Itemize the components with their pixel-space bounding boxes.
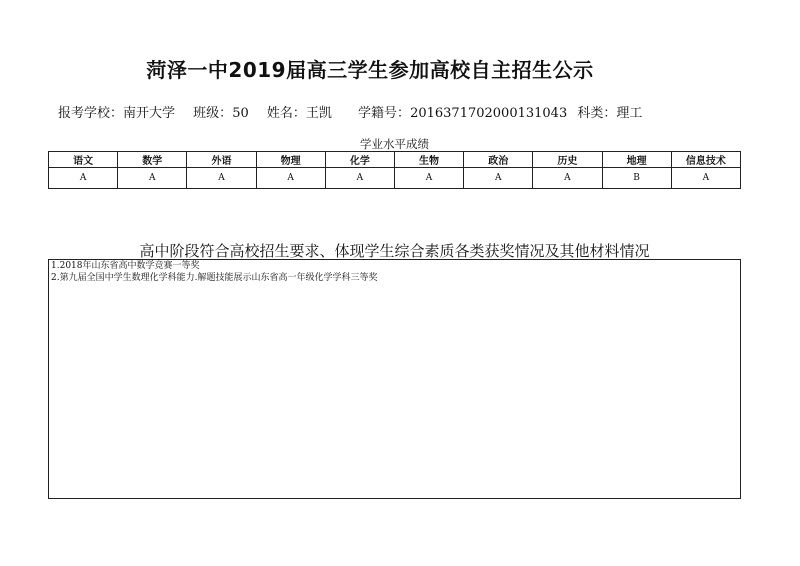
grades-score-row bbox=[49, 168, 741, 189]
subject-header: 政治 bbox=[464, 152, 533, 168]
score-cell: A bbox=[464, 168, 533, 189]
track-label: 科类： bbox=[577, 106, 617, 121]
name-label: 姓名： bbox=[266, 106, 306, 121]
awards-box bbox=[48, 259, 741, 499]
page-title: 菏泽一中2019届高三学生参加高校自主招生公示 bbox=[146, 58, 594, 82]
score-cell: A bbox=[187, 168, 256, 189]
student-info-line bbox=[58, 102, 642, 121]
subject-header: 生物 bbox=[394, 152, 463, 168]
award-item: 2.第九届全国中学生数理化学科能力.解题技能展示山东省高一年级化学学科三等奖 bbox=[51, 273, 378, 283]
grades-table bbox=[48, 151, 741, 189]
score-cell: B bbox=[602, 168, 671, 189]
subject-header: 物理 bbox=[256, 152, 325, 168]
subject-header: 地理 bbox=[602, 152, 671, 168]
track-value: 理工 bbox=[616, 106, 643, 121]
subject-header: 信息技术 bbox=[671, 152, 740, 168]
grades-caption: 学业水平成绩 bbox=[360, 137, 429, 151]
class-value: 50 bbox=[232, 106, 249, 121]
class-label: 班级： bbox=[193, 106, 233, 121]
student-id-label: 学籍号： bbox=[358, 106, 411, 121]
school-label: 报考学校： bbox=[58, 106, 124, 121]
score-cell: A bbox=[49, 168, 118, 189]
subject-header: 语文 bbox=[49, 152, 118, 168]
subject-header: 数学 bbox=[118, 152, 187, 168]
subject-header: 历史 bbox=[533, 152, 602, 168]
grades-header-row bbox=[49, 152, 741, 168]
subject-header: 外语 bbox=[187, 152, 256, 168]
score-cell: A bbox=[118, 168, 187, 189]
score-cell: A bbox=[533, 168, 602, 189]
award-item: 1.2018年山东省高中数学竞赛一等奖 bbox=[51, 261, 200, 271]
score-cell: A bbox=[256, 168, 325, 189]
student-id-value: 20163717020001310​43 bbox=[410, 106, 568, 121]
name-value: 王凯 bbox=[305, 106, 332, 121]
subject-header: 化学 bbox=[325, 152, 394, 168]
school-value: 南开大学 bbox=[123, 106, 176, 121]
awards-section-title: 高中阶段符合高校招生要求、体现学生综合素质各类获奖情况及其他材料情况 bbox=[139, 242, 650, 260]
score-cell: A bbox=[394, 168, 463, 189]
score-cell: A bbox=[325, 168, 394, 189]
score-cell: A bbox=[671, 168, 740, 189]
